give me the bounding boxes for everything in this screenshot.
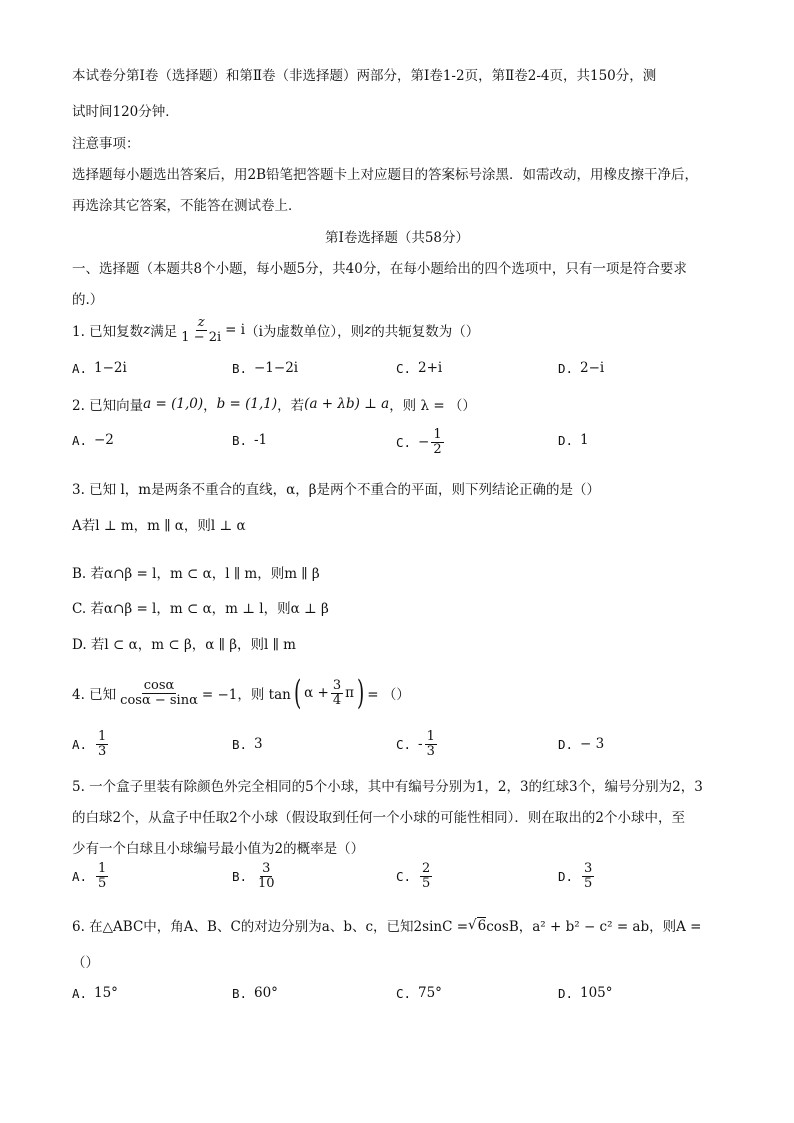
q6-sqrt: 6	[477, 917, 487, 934]
option-fraction	[425, 730, 437, 758]
option-fraction	[96, 730, 108, 758]
q4-arg-pre: α +	[304, 685, 329, 701]
q4-eq: = −1，则 tan	[201, 687, 291, 703]
q2-vector-b: b = (1,1)	[216, 396, 278, 412]
sqrt-symbol: √	[468, 917, 477, 933]
q4-post: = （）	[367, 687, 410, 703]
option-label: C.	[396, 360, 412, 376]
option-label: C.	[396, 736, 412, 752]
q6-line1-pre: 6. 在△ABC中，角A、B、C的对边分别为a、b、c，已知2sinC =	[72, 919, 469, 935]
frac-num: 3	[262, 861, 271, 876]
q4-frac-num: cosα	[143, 677, 175, 693]
option-fraction	[256, 862, 277, 890]
option-label: A.	[72, 432, 88, 448]
q3-option-d[interactable]: D. 若l ⊂ α，m ⊂ β，α ∥ β，则l ∥ m	[72, 637, 296, 653]
option-label: D.	[558, 868, 574, 884]
option-text: 75°	[418, 985, 442, 1001]
option-text: 1	[580, 432, 589, 448]
option-text: 2−i	[580, 360, 605, 376]
q4-option-d[interactable]	[558, 736, 604, 752]
part1-line-1: 一、选择题（本题共8个小题，每小题5分，共40分，在每小题给出的四个选项中，只有一项是符合要求	[72, 261, 687, 277]
q2-mid: ，若	[277, 398, 305, 414]
option-fraction	[431, 428, 443, 456]
q1-option-a[interactable]	[72, 360, 127, 376]
right-paren: )	[356, 673, 365, 713]
q4-option-a[interactable]	[72, 730, 110, 758]
option-label: C.	[396, 985, 412, 1001]
left-paren: (	[293, 673, 302, 713]
option-fraction	[96, 862, 108, 890]
question-6-options	[72, 985, 732, 1013]
frac-num: 1	[426, 729, 435, 744]
q6-option-d[interactable]	[558, 985, 613, 1001]
q4-option-c[interactable]	[396, 730, 439, 758]
q6-option-b[interactable]	[232, 985, 278, 1001]
q6-line-2: （）	[72, 955, 99, 971]
frac-num: 1	[98, 861, 107, 876]
q2-sep: ，	[203, 398, 217, 414]
q5-option-c[interactable]	[396, 862, 434, 890]
q3-option-b[interactable]: B. 若α∩β = l，m ⊂ α，l ∥ m，则m ∥ β	[72, 566, 320, 582]
option-label: D.	[558, 360, 574, 376]
option-label: C.	[396, 434, 412, 450]
notice-title: 注意事项：	[72, 136, 140, 152]
option-label: A.	[72, 868, 88, 884]
q1-fraction	[179, 316, 223, 344]
q5-line-2: 的白球2个，从盒子中任取2个小球（假设取到任何一个小球的可能性相同）．则在取出的2个小球中，至	[72, 810, 686, 826]
option-label: B.	[232, 868, 248, 884]
option-label: A.	[72, 985, 88, 1001]
q4-arg-post: π	[345, 685, 354, 701]
frac-num: 1	[433, 427, 442, 442]
option-text: 3	[254, 736, 263, 752]
option-text: 15°	[94, 985, 118, 1001]
q2-option-c[interactable]	[396, 428, 446, 456]
option-text: 2+i	[418, 360, 443, 376]
q6-option-c[interactable]	[396, 985, 442, 1001]
q2-option-d[interactable]	[558, 432, 589, 448]
q2-option-b[interactable]	[232, 432, 267, 448]
q5-line-1: 5. 一个盒子里装有除颜色外完全相同的5个小球，其中有编号分别为1，2，3的红球3个，编号分别为2，3	[72, 779, 703, 795]
q4-arg-den: 4	[332, 692, 342, 708]
q1-post: （i为虚数单位），则	[245, 324, 365, 341]
question-1-stem	[72, 316, 479, 344]
q4-prefix: 4. 已知	[72, 687, 117, 703]
q4-frac-den: cosα − sinα	[120, 692, 198, 708]
question-1-options	[72, 360, 732, 388]
q1-tail: 的共轭复数为（）	[371, 324, 480, 341]
q1-mid: 满足	[150, 324, 178, 341]
q1-option-c[interactable]	[396, 360, 442, 376]
option-label: A.	[72, 736, 88, 752]
option-text: − 3	[580, 736, 605, 752]
q5-option-b[interactable]	[232, 862, 279, 890]
option-text: −2	[94, 432, 114, 448]
option-label: D.	[558, 985, 574, 1001]
option-text: 1−2i	[94, 360, 127, 376]
q5-option-a[interactable]	[72, 862, 110, 890]
intro-line-1: 本试卷分第Ⅰ卷（选择题）和第Ⅱ卷（非选择题）两部分，第Ⅰ卷1-2页，第Ⅱ卷2-4页，共150分，测	[72, 68, 657, 84]
frac-den: 2	[433, 441, 442, 457]
q4-option-b[interactable]	[232, 736, 263, 752]
notice-line-1: 选择题每小题选出答案后，用2B铅笔把答题卡上对应题目的答案标号涂黑．如需改动，用橡皮擦干净后，	[72, 167, 699, 183]
q2-vector-a: a = (1,0)	[143, 396, 204, 412]
q2-post: ，则 λ = （）	[389, 398, 476, 414]
option-text: 60°	[254, 985, 278, 1001]
option-sign: −	[418, 434, 430, 451]
q4-fraction	[118, 679, 200, 707]
question-3-stem: 3. 已知 l，m是两条不重合的直线，α，β是两个不重合的平面，则下列结论正确的是（）	[72, 482, 601, 498]
q5-option-d[interactable]	[558, 862, 596, 890]
q2-prefix: 2. 已知向量	[72, 398, 144, 414]
q1-prefix: 1. 已知复数	[72, 324, 144, 341]
q1-frac-den: 1 − 2i	[181, 329, 222, 345]
q4-arg-num: 3	[332, 677, 342, 693]
option-label: C.	[396, 868, 412, 884]
option-label: A.	[72, 360, 88, 376]
frac-den: 3	[426, 743, 435, 759]
option-label: D.	[558, 432, 574, 448]
option-sign: -	[418, 736, 423, 753]
question-4-stem	[72, 673, 410, 713]
q4-arg-fraction	[331, 679, 343, 707]
frac-num: 2	[422, 861, 431, 876]
option-fraction	[582, 862, 594, 890]
question-2-stem	[72, 394, 476, 414]
option-label: B.	[232, 360, 248, 376]
q6-option-a[interactable]	[72, 985, 118, 1001]
option-label: B.	[232, 736, 248, 752]
frac-den: 5	[584, 875, 593, 891]
option-label: D.	[558, 736, 574, 752]
q5-line-3: 少有一个白球且小球编号最小值为2的概率是（）	[72, 841, 365, 857]
question-6-stem	[72, 915, 701, 935]
option-fraction	[420, 862, 432, 890]
frac-num: 3	[584, 861, 593, 876]
part1-line-2: 的.）	[72, 292, 104, 308]
q3-option-a[interactable]: A若l ⊥ m，m ∥ α，则l ⊥ α	[72, 518, 246, 534]
q3-option-c[interactable]: C. 若α∩β = l，m ⊂ α，m ⊥ l，则α ⊥ β	[72, 601, 329, 617]
notice-line-2: 再选涂其它答案，不能答在测试卷上．	[72, 198, 302, 214]
frac-den: 5	[98, 875, 107, 891]
intro-line-2: 试时间120分钟．	[72, 104, 179, 120]
option-text: 105°	[580, 985, 613, 1001]
frac-den: 3	[98, 743, 107, 759]
frac-den: 10	[258, 875, 275, 891]
option-text: −1−2i	[254, 360, 299, 376]
q6-line1-post: cosB，a² + b² − c² = ab，则A =	[486, 919, 702, 935]
frac-den: 5	[422, 875, 431, 891]
q1-var: z	[143, 322, 151, 339]
q1-eq: = i	[225, 322, 246, 339]
question-4-options	[72, 730, 732, 758]
option-label: B.	[232, 985, 248, 1001]
frac-num: 1	[98, 729, 107, 744]
option-label: B.	[232, 432, 248, 448]
question-2-options	[72, 427, 732, 460]
question-5-options	[72, 862, 732, 890]
section-title: 第Ⅰ卷选择题（共58分）	[324, 230, 469, 246]
q2-condition: (a + λb) ⊥ a	[304, 396, 390, 412]
q2-option-a[interactable]	[72, 432, 114, 448]
q1-option-b[interactable]	[232, 360, 298, 376]
q1-frac-num: z	[197, 315, 205, 330]
option-text: -1	[254, 432, 268, 448]
q1-var2: z	[364, 322, 372, 339]
q1-option-d[interactable]	[558, 360, 604, 376]
